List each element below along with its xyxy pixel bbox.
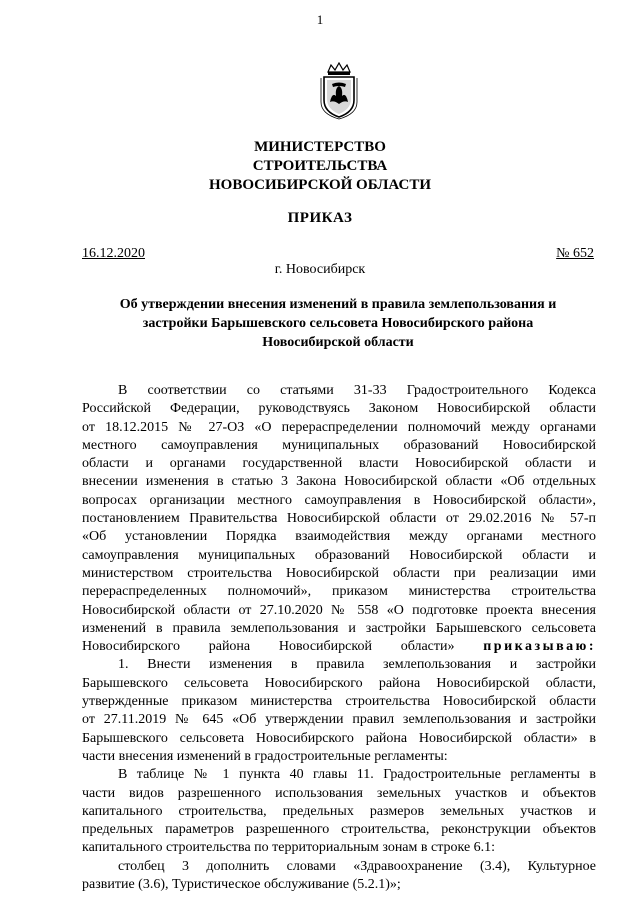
- body-line-text: местного самоуправления муниципальных образований Новосибирской: [82, 437, 596, 453]
- body-line-text: части внесения изменений в градостроительные регламенты:: [82, 748, 448, 764]
- body-line: [82, 400, 596, 418]
- order-city: г. Новосибирск: [274, 262, 366, 277]
- body-line-text: столбец 3 дополнить словами «Здравоохранение (3.4), Культурное: [118, 858, 596, 874]
- body-line: [82, 675, 596, 693]
- order-body: [82, 382, 596, 894]
- body-line: [82, 547, 596, 565]
- body-line: [82, 748, 596, 766]
- body-line: [82, 382, 596, 400]
- ministry-line: СТРОИТЕЛЬСТВА: [252, 158, 388, 174]
- body-line-text: Новосибирской области от 27.10.2020 № 558 «О подготовке проекта внесения: [82, 602, 596, 618]
- body-line-text: вопросах организации местного самоуправления в Новосибирской области»,: [82, 492, 596, 508]
- body-line-text: капитального строительства по территориальным зонам в строке 6.1:: [82, 840, 496, 856]
- body-line-text: «Об установлении Порядка взаимодействия между органами местного: [82, 529, 596, 545]
- body-line: [82, 565, 596, 583]
- body-line: [82, 730, 596, 748]
- body-line-text: утвержденные приказом министерства строительства Новосибирской области: [82, 694, 596, 710]
- body-line-text: перераспределенных полномочий», приказом министерства строительства: [82, 584, 596, 600]
- body-line: [82, 510, 596, 528]
- body-line: [82, 437, 596, 455]
- body-line: [82, 419, 596, 437]
- body-line: [82, 858, 596, 876]
- body-line: [82, 620, 596, 638]
- body-line-text: В соответствии со статьями 31-33 Градостроительного Кодекса: [118, 383, 596, 398]
- body-line: [82, 656, 596, 674]
- subject-line: застройки Барышевского сельсовета Новосибирского района: [142, 316, 534, 331]
- body-line: [82, 839, 596, 857]
- ministry-line: НОВОСИБИРСКОЙ ОБЛАСТИ: [208, 177, 432, 193]
- body-line-text: Барышевского сельсовета Новосибирского района Новосибирской области,: [82, 675, 596, 691]
- body-line-text: области и органами государственной власти Новосибирской области и: [82, 456, 596, 472]
- subject-line: Об утверждении внесения изменений в правила землепользования и: [119, 297, 557, 312]
- page-number: 1: [316, 12, 324, 27]
- body-line-text: постановлением Правительства Новосибирской области от 29.02.2016 № 57-п: [82, 511, 596, 527]
- order-directive: приказываю:: [483, 639, 596, 655]
- subject-line: Новосибирской области: [262, 335, 414, 350]
- body-line-text: самоуправления муниципальных образований Новосибирской области и: [82, 547, 596, 563]
- body-line: [82, 638, 596, 656]
- body-line: [82, 583, 596, 601]
- body-line-text: развитие (3.6), Туристическое обслуживание (5.2.1)»;: [82, 877, 401, 893]
- body-line-text: Российской Федерации, руководствуясь Законом Новосибирской области: [82, 401, 596, 417]
- body-line: [82, 821, 596, 839]
- order-number: № 652: [556, 246, 594, 261]
- body-line: [82, 455, 596, 473]
- body-line-text: В таблице № 1 пункта 40 главы 11. Градостроительные регламенты в: [118, 767, 596, 783]
- body-line: [82, 492, 596, 510]
- order-date: 16.12.2020: [82, 246, 145, 261]
- body-line: [82, 803, 596, 821]
- order-title: ПРИКАЗ: [287, 210, 353, 226]
- body-line: [82, 711, 596, 729]
- body-line-text: министерством строительства Новосибирской области при реализации ими: [82, 565, 596, 581]
- order-subject: [82, 295, 594, 352]
- body-line: [82, 785, 596, 803]
- body-line-text: 1. Внести изменения в правила землепользования и застройки: [118, 657, 596, 673]
- body-line: [82, 876, 596, 894]
- body-line-text: части видов разрешенного использования земельных участков и объектов: [82, 785, 596, 801]
- body-line-text: изменений в правила землепользования и застройки Барышевского сельсовета: [82, 620, 596, 636]
- body-line-text: Новосибирского района Новосибирской области»: [82, 639, 455, 655]
- body-line-text: Барышевского сельсовета Новосибирского района Новосибирской области» в: [82, 730, 596, 746]
- body-line: [82, 528, 596, 546]
- body-line-text: от 27.11.2019 № 645 «Об утверждении правил землепользования и застройки: [82, 712, 596, 728]
- body-line: [82, 693, 596, 711]
- body-line: [82, 766, 596, 784]
- body-line-text: предельных параметров разрешенного строительства, реконструкции объектов: [82, 822, 596, 838]
- body-line-text: внесении изменения в статью 3 Закона Новосибирской области «Об отдельных: [82, 474, 596, 490]
- ministry-name: [0, 138, 640, 195]
- ministry-line: МИНИСТЕРСТВО: [254, 139, 386, 155]
- body-line-text: капитального строительства, предельных размеров земельных участков и: [82, 803, 596, 819]
- body-line: [82, 473, 596, 491]
- coat-of-arms-icon: [318, 62, 360, 120]
- body-line-text: от 18.12.2015 № 27-ОЗ «О перераспределении полномочий между органами: [82, 419, 596, 435]
- body-line: [82, 602, 596, 620]
